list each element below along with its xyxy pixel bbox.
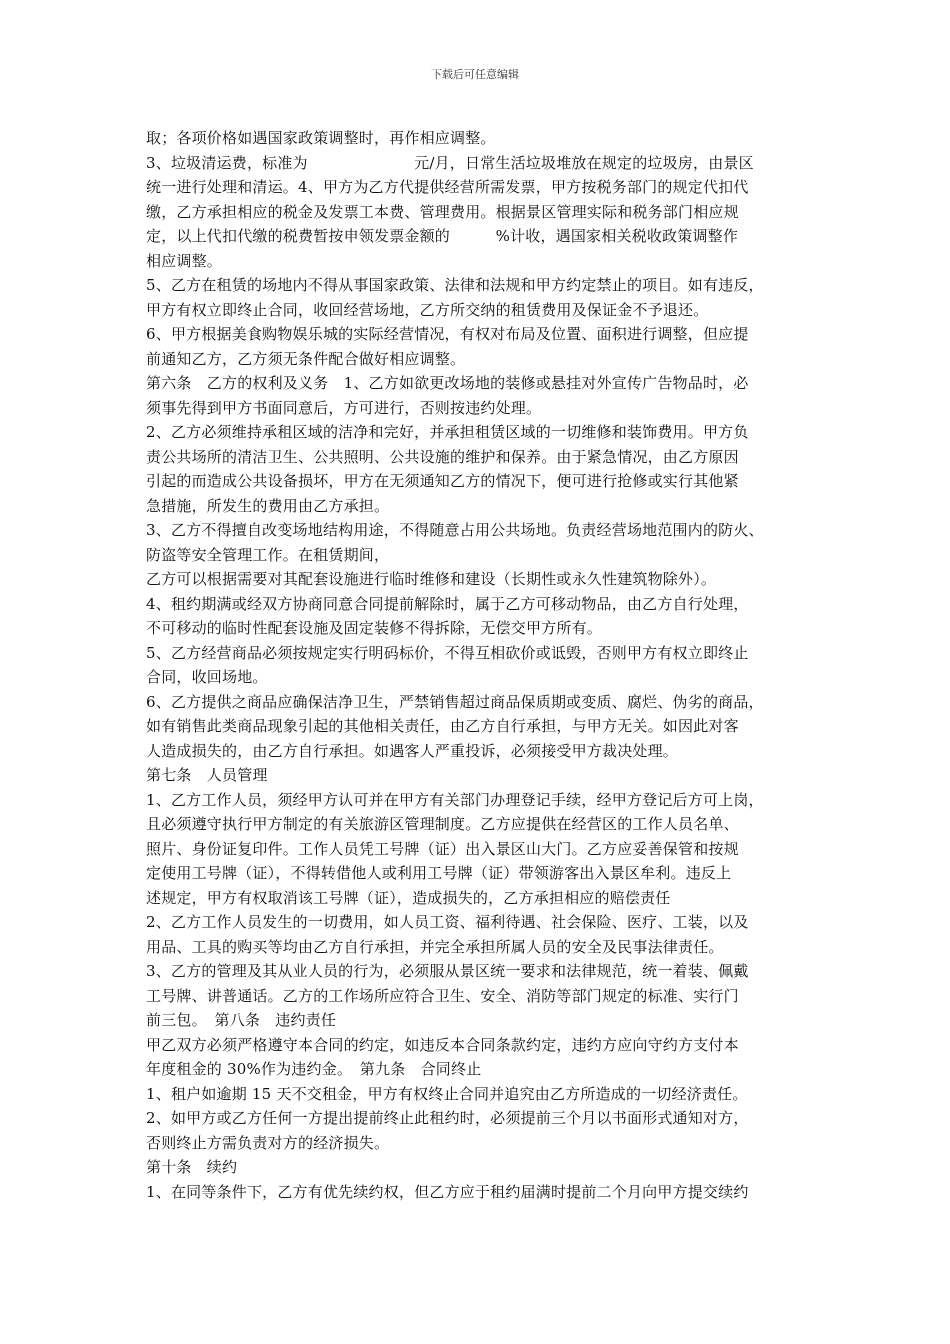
- text-line: 1、乙方工作人员，须经甲方认可并在甲方有关部门办理登记手续，经甲方登记后方可上岗，: [146, 790, 764, 809]
- text-line: 4、租约期满或经双方协商同意合同提前解除时，属于乙方可移动物品，由乙方自行处理，: [146, 594, 749, 613]
- text-line: 3、垃圾清运费，标准为 元/月，日常生活垃圾堆放在规定的垃圾房，由景区: [146, 153, 754, 172]
- text-line: 6、乙方提供之商品应确保洁净卫生，严禁销售超过商品保质期或变质、腐烂、伪劣的商品，: [146, 692, 764, 711]
- text-line: 1、租户如逾期 15 天不交租金，甲方有权终止合同并追究由乙方所造成的一切经济责任。: [146, 1084, 748, 1103]
- text-line: 引起的而造成公共设备损坏，甲方在无须通知乙方的情况下，便可进行抢修或实行其他紧: [146, 472, 739, 490]
- text-line: 用品、工具的购买等均由乙方自行承担，并完全承担所属人员的安全及民事法律责任。: [146, 937, 724, 956]
- text-line: 照片、身份证复印件。工作人员凭工号牌（证）出入景区山大门。乙方应妥善保管和按规: [146, 839, 739, 858]
- text-line: 乙方可以根据需要对其配套设施进行临时维修和建设（长期性或永久性建筑物除外）。: [146, 570, 717, 588]
- text-line: 不可移动的临时性配套设施及固定装修不得拆除，无偿交甲方所有。: [146, 619, 603, 637]
- text-line: 人造成损失的，由乙方自行承担。如遇客人严重投诉，必须接受甲方裁决处理。: [146, 741, 679, 760]
- text-line: 5、乙方在租赁的场地内不得从事国家政策、法律和法规和甲方约定禁止的项目。如有违反，: [146, 276, 764, 294]
- text-line: 年度租金的 30%作为违约金。 第九条 合同终止: [146, 1060, 482, 1078]
- text-line: 前通知乙方，乙方须无条件配合做好相应调整。: [146, 349, 466, 368]
- text-line: 2、如甲方或乙方任何一方提出提前终止此租约时，必须提前三个月以书面形式通知对方，: [146, 1109, 749, 1127]
- text-line: 前三包。 第八条 违约责任: [146, 1011, 337, 1029]
- text-line: 相应调整。: [146, 251, 223, 270]
- text-line: 工号牌、讲普通话。乙方的工作场所应符合卫生、安全、消防等部门规定的标准、实行门: [146, 986, 739, 1005]
- text-line: 第六条 乙方的权利及义务 1、乙方如欲更改场地的装修或悬挂对外宣传广告物品时，必: [146, 374, 749, 392]
- text-line: 防盗等安全管理工作。在租赁期间，: [146, 545, 390, 564]
- text-line: 第十条 续约: [146, 1158, 238, 1176]
- text-line: 定，以上代扣代缴的税费暂按申领发票金额的 %计收，遇国家相关税收政策调整作: [146, 227, 739, 245]
- document-body: [146, 126, 810, 1204]
- text-line: 3、乙方不得擅自改变场地结构用途，不得随意占用公共场地。负责经营场地范围内的防火、: [146, 521, 764, 539]
- text-line: 甲乙双方必须严格遵守本合同的约定，如违反本合同条款约定，违约方应向守约方支付本: [146, 1035, 739, 1054]
- text-line: 统一进行处理和清运。4、甲方为乙方代提供经营所需发票，甲方按税务部门的规定代扣代: [146, 178, 749, 196]
- text-line: 定使用工号牌（证），不得转借他人或利用工号牌（证）带领游客出入景区牟利。违反上: [146, 864, 732, 882]
- text-line: 如有销售此类商品现象引起的其他相关责任，由乙方自行承担，与甲方无关。如因此对客: [146, 717, 739, 735]
- text-line: 责公共场所的清洁卫生、公共照明、公共设施的维护和保养。由于紧急情况，由乙方原因: [146, 447, 739, 466]
- text-line: 述规定，甲方有权取消该工号牌（证），造成损失的，乙方承担相应的赔偿责任: [146, 888, 671, 907]
- text-line: 合同，收回场地。: [146, 668, 268, 686]
- text-line: 第七条 人员管理: [146, 766, 268, 784]
- text-line: 1、在同等条件下，乙方有优先续约权，但乙方应于租约届满时提前二个月向甲方提交续约: [146, 1182, 749, 1201]
- text-line: 甲方有权立即终止合同，收回经营场地，乙方所交纳的租赁费用及保证金不予退还。: [146, 300, 709, 319]
- text-line: 6、甲方根据美食购物娱乐城的实际经营情况，有权对布局及位置、面积进行调整，但应提: [146, 325, 749, 343]
- text-line: 否则终止方需负责对方的经济损失。: [146, 1133, 390, 1152]
- text-line: 2、乙方工作人员发生的一切费用，如人员工资、福利待遇、社会保险、医疗、工装，以及: [146, 913, 749, 931]
- text-line: 取；各项价格如遇国家政策调整时，再作相应调整。: [146, 129, 496, 147]
- text-line: 5、乙方经营商品必须按规定实行明码标价，不得互相砍价或诋毁，否则甲方有权立即终止: [146, 643, 749, 662]
- text-line: 且必须遵守执行甲方制定的有关旅游区管理制度。乙方应提供在经营区的工作人员名单、: [146, 815, 739, 833]
- text-line: 缴，乙方承担相应的税金及发票工本费、管理费用。根据景区管理实际和税务部门相应规: [146, 202, 739, 221]
- page-header: 下载后可任意编辑: [431, 68, 519, 81]
- text-line: 急措施，所发生的费用由乙方承担。: [146, 496, 390, 515]
- text-line: 须事先得到甲方书面同意后，方可进行，否则按违约处理。: [146, 398, 542, 417]
- text-line: 2、乙方必须维持承租区域的洁净和完好，并承担租赁区域的一切维修和装饰费用。甲方负: [146, 423, 749, 441]
- text-line: 3、乙方的管理及其从业人员的行为，必须服从景区统一要求和法律规范，统一着装、佩戴: [146, 962, 749, 980]
